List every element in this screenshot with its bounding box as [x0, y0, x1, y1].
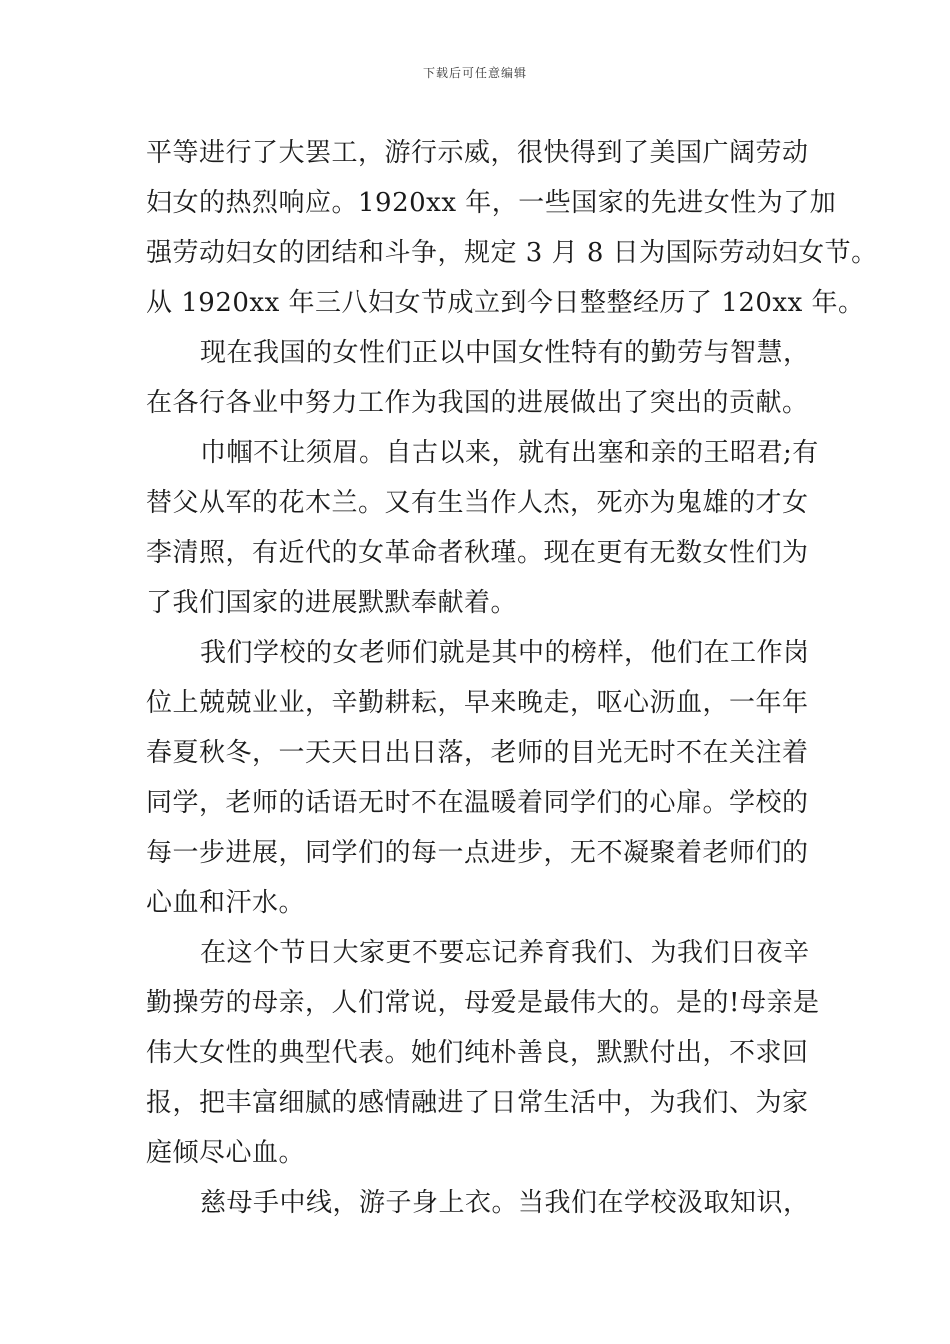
paragraph-first-line: 我们学校的女老师们就是其中的榜样，他们在工作岗	[200, 638, 810, 668]
document-body	[146, 128, 878, 1228]
text-line: 位上兢兢业业，辛勤耕耘，早来晚走，呕心沥血，一年年	[146, 688, 809, 718]
paragraph-first-line: 巾帼不让须眉。自古以来，就有出塞和亲的王昭君;有	[200, 438, 819, 468]
text-line: 伟大女性的典型代表。她们纯朴善良，默默付出，不求回	[146, 1038, 809, 1068]
paragraph-first-line: 现在我国的女性们正以中国女性特有的勤劳与智慧，	[200, 338, 810, 368]
text-line: 从 1920xx 年三八妇女节成立到今日整整经历了 120xx 年。	[146, 288, 865, 318]
text-line: 报，把丰富细腻的感情融进了日常生活中，为我们、为家	[146, 1088, 809, 1118]
paragraph-first-line: 慈母手中线，游子身上衣。当我们在学校汲取知识，	[200, 1188, 810, 1218]
text-line: 每一步进展，同学们的每一点进步，无不凝聚着老师们的	[146, 838, 809, 868]
text-line: 庭倾尽心血。	[146, 1138, 306, 1168]
text-line: 强劳动妇女的团结和斗争，规定 3 月 8 日为国际劳动妇女节。	[146, 238, 878, 268]
text-line: 了我们国家的进展默默奉献着。	[146, 588, 518, 618]
text-line: 心血和汗水。	[146, 888, 306, 918]
text-line: 妇女的热烈响应。1920xx 年，一些国家的先进女性为了加	[146, 188, 837, 218]
text-line: 李清照，有近代的女革命者秋瑾。现在更有无数女性们为	[146, 538, 809, 568]
page-header: 下载后可任意编辑	[422, 66, 527, 80]
text-line: 同学，老师的话语无时不在温暖着同学们的心扉。学校的	[146, 788, 809, 818]
text-line: 春夏秋冬，一天天日出日落，老师的目光无时不在关注着	[146, 738, 809, 768]
text-line: 在各行各业中努力工作为我国的进展做出了突出的贡献。	[146, 388, 809, 418]
paragraph-first-line: 在这个节日大家更不要忘记养育我们、为我们日夜辛	[200, 938, 810, 968]
text-line: 平等进行了大罢工，游行示威，很快得到了美国广阔劳动	[146, 138, 809, 168]
text-line: 勤操劳的母亲，人们常说，母爱是最伟大的。是的!母亲是	[146, 988, 820, 1018]
text-line: 替父从军的花木兰。又有生当作人杰，死亦为鬼雄的才女	[146, 488, 809, 518]
